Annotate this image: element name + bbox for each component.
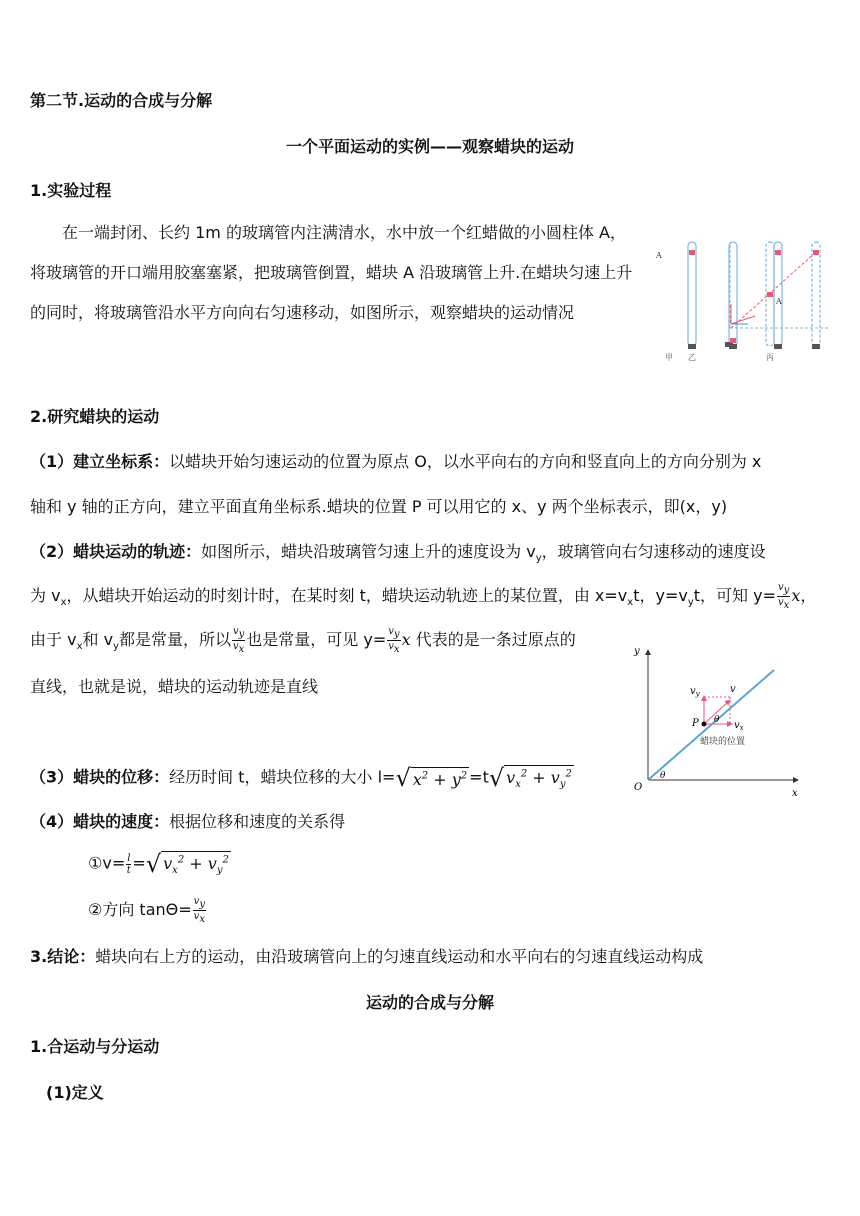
label-x: x bbox=[792, 788, 798, 799]
heading-resultant-motion: 1.合运动与分运动 bbox=[30, 1037, 160, 1056]
label-vy: $v_y$ bbox=[690, 686, 700, 698]
label-p: P bbox=[692, 718, 699, 729]
item-2-line-a: （2）蜡块运动的轨迹：如图所示，蜡块沿玻璃管匀速上升的速度设为 $v_y$，玻璃管向右匀速移动的速度设 bbox=[30, 542, 766, 565]
subtitle-composition: 运动的合成与分解 bbox=[365, 993, 494, 1012]
tube-jia bbox=[688, 242, 696, 346]
experiment-paragraph: 在一端封闭、长约 1m 的玻璃管内注满清水，水中放一个红蜡做的小圆柱体 A，将玻璃管的开口端用胶塞塞紧，把玻璃管倒置，蜡块 A 沿玻璃管上升.在蜡块匀速上升的同时，将玻璃管沿水平方向向右匀速移动，如图所示，观察蜡块的运动情况 bbox=[30, 223, 633, 322]
label-theta-p: θ bbox=[714, 715, 720, 725]
label-y: y bbox=[634, 646, 640, 657]
label-jia: 甲 bbox=[665, 353, 673, 362]
subtitle-wax-example: 一个平面运动的实例——观察蜡块的运动 bbox=[285, 137, 574, 156]
equation-1: ①v= $\frac{l}{t}$ =√ $v_x^2 + v_y^2$ bbox=[88, 850, 229, 878]
trajectory-line bbox=[648, 670, 774, 780]
label-a-left: A bbox=[656, 251, 662, 260]
item-2-line-c: 由于 $v_x$和 $v_y$都是常量，所以 $\frac{v_y}{v_x}$ 也是常量，可见 y= $\frac{v_y}{v_x}$ x 代表的是一条过原点的 bbox=[30, 626, 576, 655]
heading-experiment: 1.实验过程 bbox=[30, 181, 112, 200]
label-yi: 乙 bbox=[688, 353, 696, 362]
heading-definition: (1)定义 bbox=[46, 1083, 104, 1102]
label-a-mid: A bbox=[776, 297, 782, 306]
point-p bbox=[702, 722, 707, 727]
wax-block-yi bbox=[730, 338, 736, 343]
item-4: （4）蜡块的速度：根据位移和速度的关系得 bbox=[30, 812, 346, 831]
label-theta-origin: θ bbox=[660, 771, 666, 781]
label-o: O bbox=[634, 782, 643, 793]
item-2-line-b: 为 $v_x$，从蜡块开始运动的时刻计时，在某时刻 t，蜡块运动轨迹上的某位置，由 $x=v_xt$，$y=v_yt$，可知 y= $\frac{v_y}{v_x}$ x， bbox=[30, 582, 817, 611]
glass-tube-figure bbox=[650, 236, 830, 366]
item-2-line-d: 直线，也就是说，蜡块的运动轨迹是直线 bbox=[30, 677, 319, 696]
wax-block-jia bbox=[689, 250, 695, 255]
item-1-line-a: （1）建立坐标系：以蜡块开始匀速运动的位置为原点 O，以水平向右的方向和竖直向上的方向分别为 x bbox=[30, 452, 762, 471]
label-bing: 丙 bbox=[766, 353, 774, 362]
section-title: 第二节.运动的合成与分解 bbox=[30, 91, 213, 110]
item-1-line-b: 轴和 y 轴的正方向，建立平面直角坐标系.蜡块的位置 P 可以用它的 x、y 两个坐标表示，即(x，y) bbox=[30, 497, 728, 516]
caption-wax-position: 蜡块的位置 bbox=[700, 737, 746, 747]
equation-2: ②方向 tanΘ= $\frac{v_y}{v_x}$ bbox=[88, 896, 205, 925]
tube-bing-2 bbox=[812, 242, 820, 346]
heading-study: 2.研究蜡块的运动 bbox=[30, 407, 160, 426]
item-3: （3）蜡块的位移：经历时间 t，蜡块位移的大小 l=√ $x^2 + y^2 =t√$ $v_x^2 + v_y^2$ bbox=[30, 764, 572, 792]
tube-bing-1 bbox=[774, 242, 782, 346]
label-vx: $v_x$ bbox=[734, 720, 744, 732]
conclusion: 3.结论：蜡块向右上方的运动，由沿玻璃管向上的匀速直线运动和水平向右的匀速直线运动构成 bbox=[30, 947, 704, 966]
label-v: v bbox=[730, 684, 736, 695]
trajectory-figure bbox=[628, 640, 808, 800]
